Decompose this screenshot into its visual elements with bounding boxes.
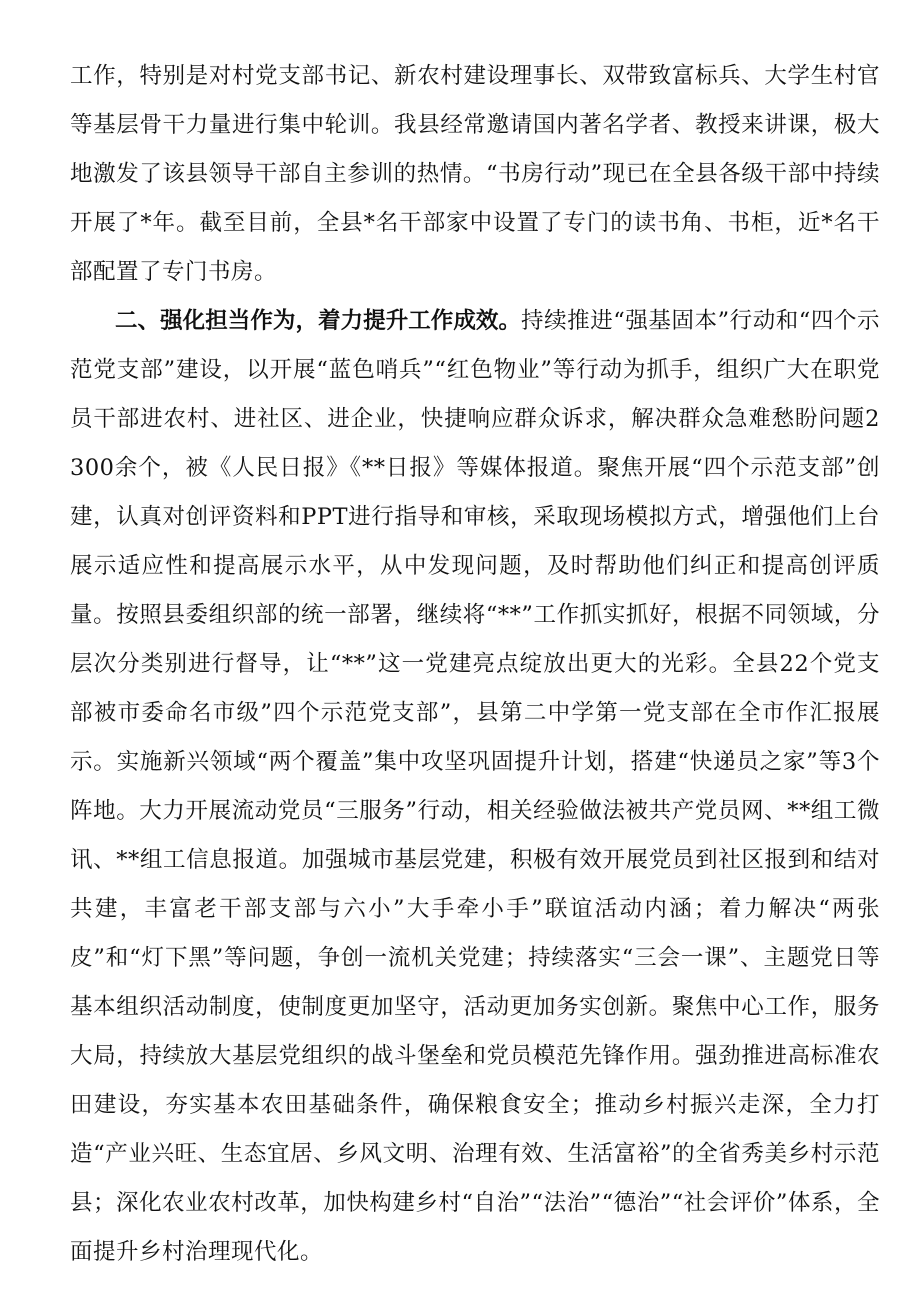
paragraph-continuation: 工作，特别是对村党支部书记、新农村建设理事长、双带致富标兵、大学生村官等基层骨干力量进行集中轮训。我县经常邀请国内著名学者、教授来讲课，极大地激发了该县领导干部自主参训的热情。“书房行动”现已在全县各级干部中持续开展了*年。截至目前，全县*名干部家中设置了专门的读书角、书柜，近*名干部配置了专门书房。 bbox=[70, 63, 880, 285]
section-body: 持续推进“强基固本”行动和“四个示范党支部”建设，以开展“蓝色哨兵”“红色物业”等行动为抓手，组织广大在职党员干部进农村、进社区、进企业，快捷响应群众诉求，解决群众急难愁盼问题2300余个，被《人民日报》《**日报》等媒体报道。聚焦开展“四个示范支部”创建，认真对创评资料和PPT进行指导和审核，采取现场模拟方式，增强他们上台展示适应性和提高展示水平，从中发现问题，及时帮助他们纠正和提高创评质量。按照县委组织部的统一部署，继续将“**”工作抓实抓好，根据不同领域，分层次分类别进行督导，让“**”这一党建亮点绽放出更大的光彩。全县22个党支部被市委命名市级”四个示范党支部”，县第二中学第一党支部在全市作汇报展示。实施新兴领域“两个覆盖”集中攻坚巩固提升计划，搭建“快递员之家”等3个阵地。大力开展流动党员“三服务”行动，相关经验做法被共产党员网、**组工微讯、**组工信息报道。加强城市基层党建，积极有效开展党员到社区报到和结对共建，丰富老干部支部与六小”大手牵小手”联谊活动内涵；着力解决“两张皮”和“灯下黑”等问题，争创一流机关党建；持续落实“三会一课”、主题党日等基本组织活动制度，使制度更加坚守，活动更加务实创新。聚焦中心工作，服务大局，持续放大基层党组织的战斗堡垒和党员模范先锋作用。强劲推进高标准农田建设，夯实基本农田基础条件，确保粮食安全；推动乡村振兴走深，全力打造“产业兴旺、生态宜居、乡风文明、治理有效、生活富裕”的全省秀美乡村示范县；深化农业农村改革，加快构建乡村“自治”“法治”“德治”“社会评价”体系，全面提升乡村治理现代化。 bbox=[70, 308, 880, 1265]
document-body bbox=[70, 52, 880, 1277]
paragraph-section-two bbox=[70, 297, 880, 1277]
section-heading: 二、强化担当作为，着力提升工作成效。 bbox=[115, 308, 522, 334]
